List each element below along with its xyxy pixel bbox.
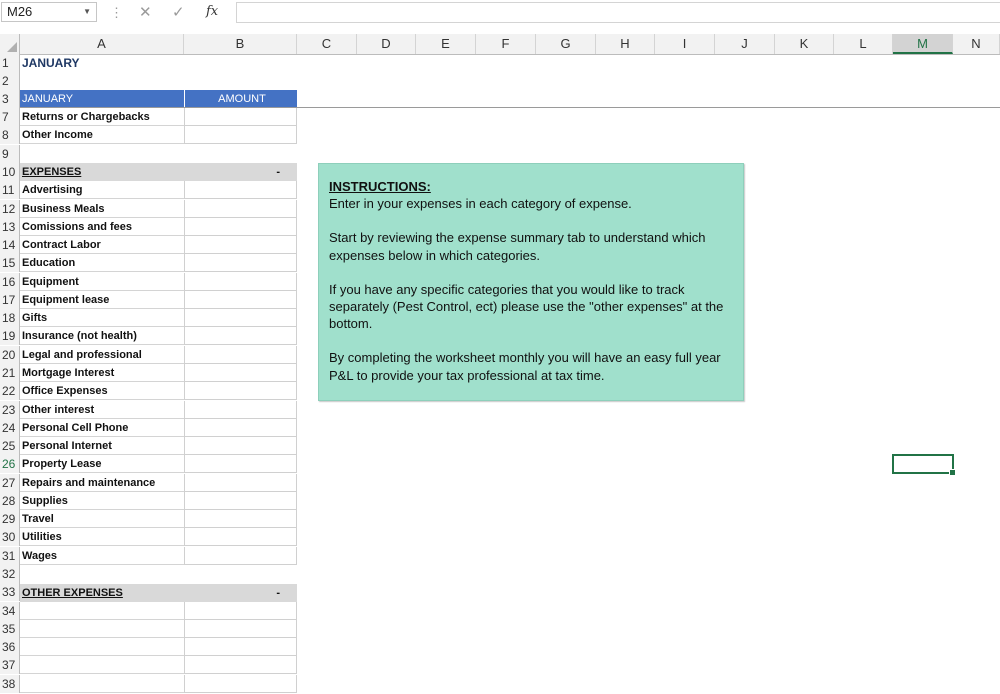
row-header-31[interactable]: 31 — [0, 547, 20, 565]
expense-label-19[interactable]: Insurance (not health) — [20, 327, 184, 345]
row-header-12[interactable]: 12 — [0, 200, 20, 218]
expense-amount-18[interactable] — [184, 309, 297, 327]
expense-label-16[interactable]: Equipment — [20, 273, 184, 291]
instructions-paragraph-2: Start by reviewing the expense summary tab to understand which expenses below in which categories. — [329, 230, 706, 263]
select-all-button[interactable] — [0, 34, 20, 54]
formula-bar — [0, 0, 1000, 26]
expense-label-30[interactable]: Utilities — [20, 528, 184, 546]
expense-label-22[interactable]: Office Expenses — [20, 382, 184, 400]
expense-label-23[interactable]: Other interest — [20, 401, 184, 419]
active-cell-selection[interactable] — [892, 454, 954, 474]
row-header-32[interactable]: 32 — [0, 565, 20, 583]
expense-amount-14[interactable] — [184, 236, 297, 254]
expense-amount-29[interactable] — [184, 510, 297, 528]
row-header-10[interactable]: 10 — [0, 163, 20, 181]
expense-label-27[interactable]: Repairs and maintenance — [20, 474, 184, 492]
other-expense-amount-36[interactable] — [184, 638, 297, 656]
row-header-20[interactable]: 20 — [0, 346, 20, 364]
expense-label-11[interactable]: Advertising — [20, 181, 184, 199]
row-header-16[interactable]: 16 — [0, 273, 20, 291]
insert-function-icon[interactable]: fx — [206, 4, 219, 19]
row-header-8[interactable]: 8 — [0, 126, 20, 144]
expense-amount-11[interactable] — [184, 181, 297, 199]
instructions-heading: INSTRUCTIONS: — [329, 179, 431, 194]
instructions-paragraph-1: Enter in your expenses in each category of expense. — [329, 196, 632, 212]
expense-amount-30[interactable] — [184, 528, 297, 546]
expense-label-14[interactable]: Contract Labor — [20, 236, 184, 254]
expenses-label-text: EXPENSES — [22, 166, 82, 178]
column-header-e[interactable]: E — [416, 34, 476, 54]
other-expenses-total-cell[interactable] — [184, 584, 297, 602]
expense-amount-16[interactable] — [184, 273, 297, 291]
expense-label-21[interactable]: Mortgage Interest — [20, 364, 184, 382]
expense-amount-13[interactable] — [184, 218, 297, 236]
row-header-35[interactable]: 35 — [0, 620, 20, 638]
expense-label-25[interactable]: Personal Internet — [20, 437, 184, 455]
expense-amount-27[interactable] — [184, 474, 297, 492]
other-expense-label-35[interactable] — [20, 620, 184, 638]
column-header-i[interactable]: I — [655, 34, 715, 54]
instructions-paragraph-4: By completing the worksheet monthly you will have an easy full year P&L to provide your tax professional at tax time. — [329, 350, 721, 383]
other-expense-amount-37[interactable] — [184, 656, 297, 674]
row-header-19[interactable]: 19 — [0, 327, 20, 345]
expense-label-31[interactable]: Wages — [20, 547, 184, 565]
expense-label-18[interactable]: Gifts — [20, 309, 184, 327]
expense-amount-23[interactable] — [184, 401, 297, 419]
row-header-3[interactable]: 3 — [0, 90, 20, 108]
other-expense-amount-34[interactable] — [184, 602, 297, 620]
other-expense-label-36[interactable] — [20, 638, 184, 656]
row-header-14[interactable]: 14 — [0, 236, 20, 254]
row-header-23[interactable]: 23 — [0, 401, 20, 419]
expense-amount-15[interactable] — [184, 254, 297, 272]
row-other-income-amount[interactable] — [184, 126, 297, 144]
row-other-income-label[interactable]: Other Income — [20, 126, 184, 144]
row-header-37[interactable]: 37 — [0, 656, 20, 674]
row-header-33[interactable]: 33 — [0, 583, 20, 601]
other-expenses-section-label[interactable] — [20, 584, 184, 602]
expense-label-29[interactable]: Travel — [20, 510, 184, 528]
row-header-21[interactable]: 21 — [0, 364, 20, 382]
row-header-25[interactable]: 25 — [0, 437, 20, 455]
formula-input[interactable] — [236, 2, 1000, 23]
expense-amount-25[interactable] — [184, 437, 297, 455]
expense-amount-17[interactable] — [184, 291, 297, 309]
row-header-9[interactable]: 9 — [0, 145, 20, 163]
column-header-a[interactable]: A — [20, 34, 184, 54]
name-box[interactable] — [1, 2, 97, 22]
row-returns-label[interactable]: Returns or Chargebacks — [20, 108, 184, 126]
instructions-paragraph-3: If you have any specific categories that you would like to track separately (Pest Control, ect) please use the "other expenses" at the bottom. — [329, 281, 724, 332]
sheet-title[interactable]: JANUARY — [22, 56, 80, 70]
other-expense-amount-38[interactable] — [184, 675, 297, 693]
drag-handle-icon[interactable]: ⋮ — [110, 5, 123, 20]
expense-label-26[interactable]: Property Lease — [20, 455, 184, 473]
expense-amount-24[interactable] — [184, 419, 297, 437]
row-header-22[interactable]: 22 — [0, 382, 20, 400]
other-expense-label-38[interactable] — [20, 675, 184, 693]
other-expense-label-37[interactable] — [20, 656, 184, 674]
expense-amount-21[interactable] — [184, 364, 297, 382]
row-header-1[interactable]: 1 — [0, 54, 20, 72]
column-header-f[interactable]: F — [476, 34, 536, 54]
cancel-icon[interactable]: ✕ — [139, 4, 152, 21]
other-expense-amount-35[interactable] — [184, 620, 297, 638]
enter-check-icon[interactable]: ✓ — [172, 4, 185, 21]
row-header-17[interactable]: 17 — [0, 291, 20, 309]
column-header-g[interactable]: G — [536, 34, 596, 54]
row-header-13[interactable]: 13 — [0, 218, 20, 236]
row-returns-amount[interactable] — [184, 108, 297, 126]
name-box-value: M26 — [7, 4, 33, 19]
expense-label-24[interactable]: Personal Cell Phone — [20, 419, 184, 437]
row-header-29[interactable]: 29 — [0, 510, 20, 528]
expense-label-17[interactable]: Equipment lease — [20, 291, 184, 309]
expense-label-12[interactable]: Business Meals — [20, 200, 184, 218]
expenses-total-value: - — [276, 166, 280, 178]
other-expense-label-34[interactable] — [20, 602, 184, 620]
other-expenses-label-text: OTHER EXPENSES — [22, 587, 123, 599]
column-header-m[interactable]: M — [893, 34, 953, 54]
instructions-textbox[interactable] — [318, 163, 744, 401]
column-header-c[interactable]: C — [297, 34, 357, 54]
column-header-h[interactable]: H — [596, 34, 655, 54]
other-expenses-total-value: - — [276, 587, 280, 599]
row-header-38[interactable]: 38 — [0, 675, 20, 693]
column-header-n[interactable]: N — [953, 34, 1000, 54]
expense-amount-28[interactable] — [184, 492, 297, 510]
row-header-30[interactable]: 30 — [0, 528, 20, 546]
row-header-11[interactable]: 11 — [0, 181, 20, 199]
row-header-36[interactable]: 36 — [0, 638, 20, 656]
expense-label-13[interactable]: Comissions and fees — [20, 218, 184, 236]
header-month-cell[interactable]: JANUARY — [20, 90, 184, 108]
expense-amount-12[interactable] — [184, 200, 297, 218]
row-header-34[interactable]: 34 — [0, 602, 20, 620]
expense-label-20[interactable]: Legal and professional — [20, 346, 184, 364]
header-amount-cell[interactable]: AMOUNT — [184, 90, 297, 108]
row-header-24[interactable]: 24 — [0, 419, 20, 437]
row-header-28[interactable]: 28 — [0, 492, 20, 510]
row-header-7[interactable]: 7 — [0, 108, 20, 126]
row-header-27[interactable]: 27 — [0, 474, 20, 492]
column-header-l[interactable]: L — [834, 34, 893, 54]
row-header-2[interactable]: 2 — [0, 72, 20, 90]
expense-label-28[interactable]: Supplies — [20, 492, 184, 510]
expense-amount-19[interactable] — [184, 327, 297, 345]
expense-amount-26[interactable] — [184, 455, 297, 473]
expense-amount-22[interactable] — [184, 382, 297, 400]
expense-label-15[interactable]: Education — [20, 254, 184, 272]
expense-amount-20[interactable] — [184, 346, 297, 364]
expenses-section-label[interactable] — [20, 163, 184, 181]
chevron-down-icon[interactable]: ▼ — [83, 7, 91, 16]
column-header-j[interactable]: J — [715, 34, 775, 54]
row-header-26[interactable]: 26 — [0, 455, 20, 473]
column-header-d[interactable]: D — [357, 34, 416, 54]
row-header-15[interactable]: 15 — [0, 254, 20, 272]
expenses-total-cell[interactable] — [184, 163, 297, 181]
row-header-18[interactable]: 18 — [0, 309, 20, 327]
expense-amount-31[interactable] — [184, 547, 297, 565]
column-header-k[interactable]: K — [775, 34, 834, 54]
column-header-b[interactable]: B — [184, 34, 297, 54]
